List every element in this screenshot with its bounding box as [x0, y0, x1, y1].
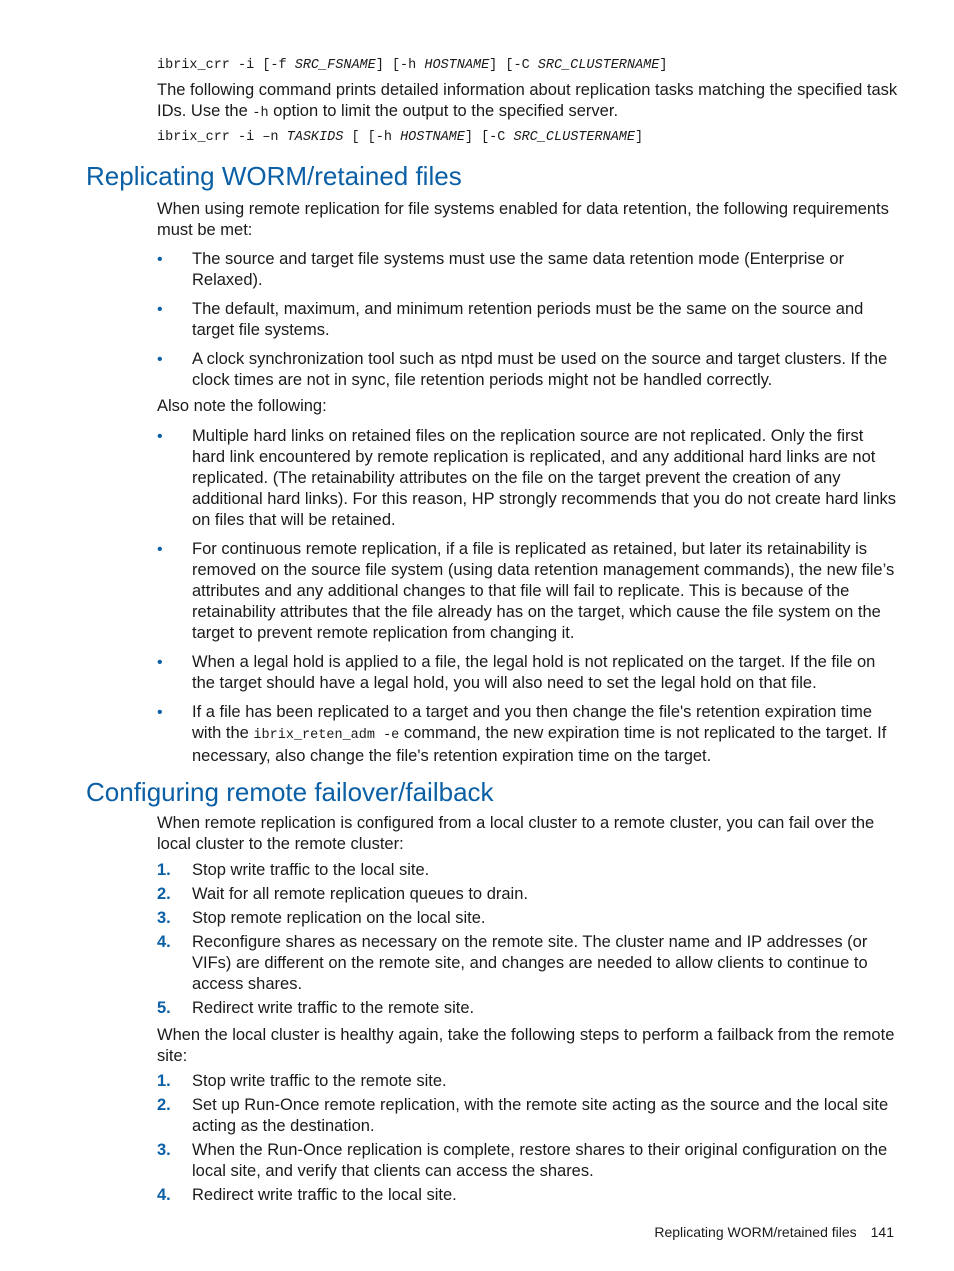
command-text: ] [-C — [489, 58, 538, 73]
page-footer — [560, 1222, 894, 1242]
command-param: TASKIDS — [286, 130, 344, 145]
step-number: 3. — [157, 909, 171, 927]
step-text: Wait for all remote replication queues to drain. — [192, 885, 528, 903]
step-item — [157, 1095, 899, 1137]
paragraph-text: The following command prints detailed information about replication tasks matching the specified task IDs. Use the — [157, 81, 898, 120]
command-text: ibrix_crr -i [-f — [157, 58, 295, 73]
bullet-icon: • — [157, 251, 163, 268]
command-text: ibrix_crr -i –n — [157, 130, 287, 145]
step-item — [157, 1185, 899, 1206]
list-item-text: If a file has been replicated to a target and you then change the file's retention expiration time with the — [192, 703, 873, 742]
step-number: 2. — [157, 1096, 171, 1114]
step-item — [157, 998, 899, 1019]
step-item — [157, 1140, 899, 1182]
step-item — [157, 932, 899, 995]
step-number: 4. — [157, 933, 171, 951]
section-intro: When remote replication is configured from a local cluster to a remote cluster, you can fail over the local cluster to the remote cluster: — [157, 814, 875, 853]
step-item — [157, 1071, 899, 1092]
bullet-icon: • — [157, 301, 163, 318]
failback-steps-list — [157, 1071, 899, 1209]
step-text: Reconfigure shares as necessary on the remote site. The cluster name and IP addresses (or VIFs) are different on the remote site, and changes are needed to allow clients to continue to access shares. — [192, 933, 868, 993]
bullet-icon: • — [157, 704, 163, 721]
list-item — [157, 249, 899, 291]
page-number: 141 — [870, 1224, 894, 1240]
step-number: 3. — [157, 1141, 171, 1159]
step-text: Stop write traffic to the remote site. — [192, 1072, 447, 1090]
step-item — [157, 860, 899, 881]
step-text: Stop remote replication on the local site. — [192, 909, 486, 927]
failover-steps-list — [157, 860, 899, 1022]
step-number: 4. — [157, 1186, 171, 1204]
paragraph-text: option to limit the output to the specified server. — [268, 102, 619, 120]
step-text: Stop write traffic to the local site. — [192, 861, 430, 879]
command-text: ] [-C — [464, 130, 514, 145]
bullet-icon: • — [157, 541, 163, 558]
step-text: Set up Run-Once remote replication, with the remote site acting as the source and the local site acting as the destination. — [192, 1096, 889, 1135]
step-text: Redirect write traffic to the remote site. — [192, 999, 475, 1017]
command-param: HOSTNAME — [400, 130, 465, 145]
command-text: [ [-h — [343, 130, 401, 145]
list-item-text: The default, maximum, and minimum retention periods must be the same on the source and target file systems. — [192, 300, 864, 339]
step-item — [157, 884, 899, 905]
paragraph-task-ids — [157, 80, 899, 124]
command-syntax-1 — [157, 57, 667, 75]
list-item — [157, 702, 899, 767]
list-item-text: The source and target file systems must use the same data retention mode (Enterprise or Relaxed). — [192, 250, 845, 289]
list-item — [157, 349, 899, 391]
inline-code: -h — [252, 106, 269, 121]
list-item-text: For continuous remote replication, if a file is replicated as retained, but later its retainability is removed on the source file system (using data retention management commands), the new file’s attributes and any additional changes to that file will fail to replicate. This is because of the retainability attributes that the file already has on the target, which cause the file system on the target to prevent remote replication from changing it. — [192, 540, 895, 642]
list-item — [157, 299, 899, 341]
inline-code: ibrix_reten_adm -e — [253, 728, 400, 743]
step-item — [157, 908, 899, 929]
command-param: SRC_CLUSTERNAME — [513, 130, 636, 145]
command-text: ] — [659, 58, 668, 73]
bullet-icon: • — [157, 351, 163, 368]
command-param: SRC_CLUSTERNAME — [537, 58, 660, 73]
command-syntax-2 — [157, 129, 643, 147]
notes-list — [157, 426, 899, 775]
list-item — [157, 426, 899, 531]
bullet-icon: • — [157, 654, 163, 671]
command-text: ] — [635, 130, 644, 145]
section-heading-failover: Configuring remote failover/failback — [86, 777, 494, 807]
command-param: SRC_FSNAME — [294, 58, 376, 73]
section-intro: When using remote replication for file systems enabled for data retention, the following requirements must be met: — [157, 200, 889, 239]
step-text: When the Run-Once replication is complete, restore shares to their original configuration on the local site, and verify that clients can access the shares. — [192, 1141, 888, 1180]
step-number: 2. — [157, 885, 171, 903]
section-heading-worm: Replicating WORM/retained files — [86, 161, 462, 191]
command-param: HOSTNAME — [424, 58, 490, 73]
list-item — [157, 652, 899, 694]
also-note: Also note the following: — [157, 397, 327, 415]
bullet-icon: • — [157, 428, 163, 445]
command-text: ] [-h — [375, 58, 425, 73]
list-item — [157, 539, 899, 644]
list-item-text: A clock synchronization tool such as ntpd must be used on the source and target clusters. If the clock times are not in sync, file retention periods might not be handled correctly. — [192, 350, 888, 389]
requirements-list — [157, 249, 899, 399]
list-item-text: command, the new expiration time is not replicated to the target. If necessary, also change the file's retention expiration time on the target. — [192, 724, 887, 765]
step-number: 1. — [157, 861, 171, 879]
footer-section-label: Replicating WORM/retained files — [654, 1224, 857, 1240]
list-item-text: Multiple hard links on retained files on the replication source are not replicated. Only the first hard link encountered by remote replication is replicated, and any additional hard links are not replicated. (The retainability attributes on the file on the target prevent the creation of any additional hard links). For this reason, HP strongly recommends that you do not create hard links on files that will be retained. — [192, 427, 897, 529]
step-number: 5. — [157, 999, 171, 1017]
failback-intro: When the local cluster is healthy again, take the following steps to perform a failback from the remote site: — [157, 1026, 895, 1065]
step-text: Redirect write traffic to the local site. — [192, 1186, 457, 1204]
list-item-text: When a legal hold is applied to a file, the legal hold is not replicated on the target. If the file on the target should have a legal hold, you will also need to set the legal hold on that file. — [192, 653, 876, 692]
step-number: 1. — [157, 1072, 171, 1090]
